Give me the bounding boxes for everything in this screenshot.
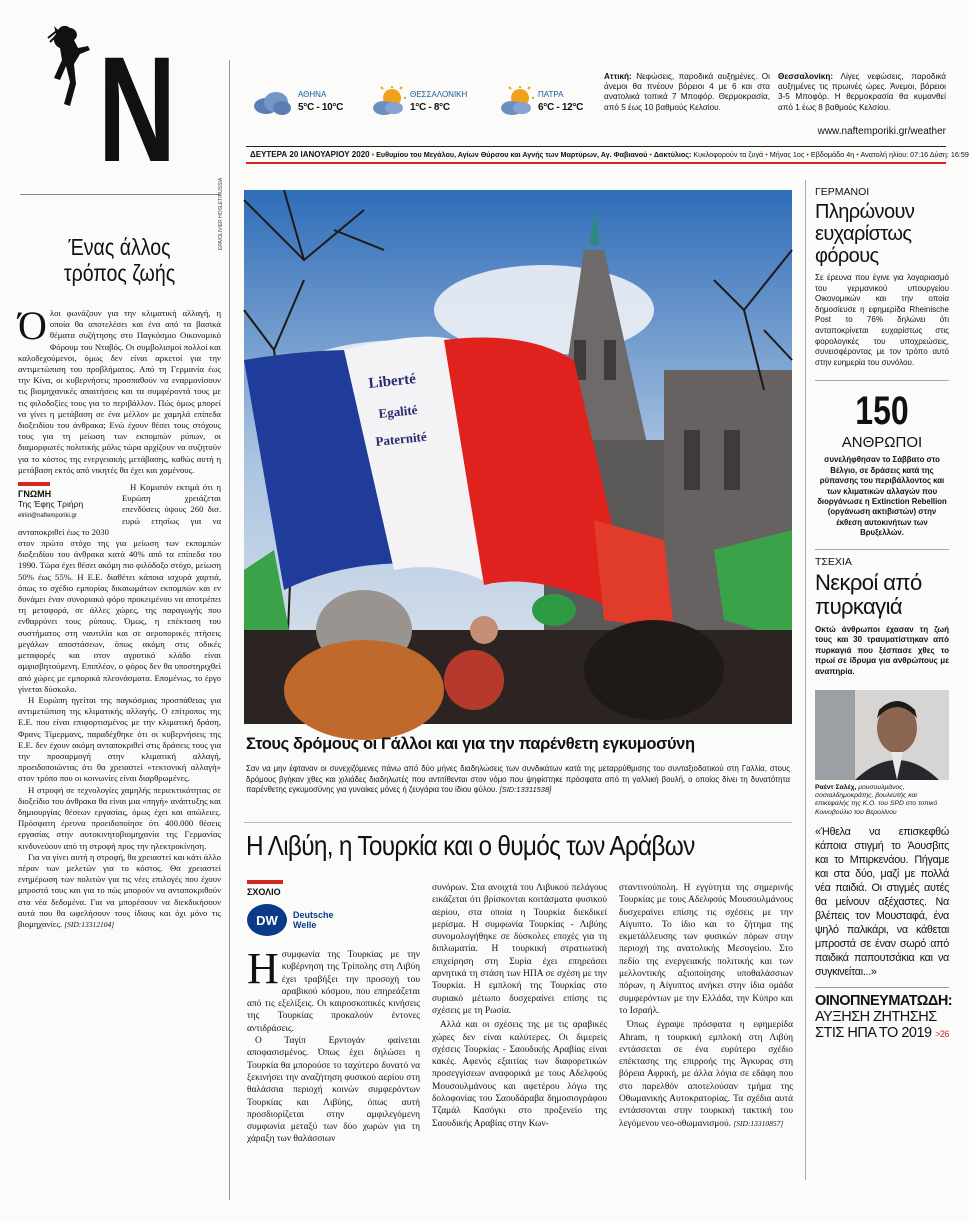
person-quote: «Ήθελα να επισκεφθώ κάποια στιγμή το Άουσβιτς και το Μπιρκενάου. Πήγαμε και στα δύο, μαζί με πολλά νέα παιδιά. Οι στιγμές αυτές θα μείνουν αξέχαστες. Να βλέπεις τον Μουσταφά, ένα ψηλό παλικάρι, να κάθεται μπροστά σε έναν σωρό από παιδικά παπουτσάκια και να συγκινείται...»	[815, 826, 949, 979]
weather-city	[252, 86, 362, 126]
source-name: Deutsche Welle	[293, 910, 334, 930]
city-name: ΘΕΣΣΑΛΟΝΙΚΗ	[410, 90, 468, 99]
news-title: Πληρώνουν ευχαρίστως φόρους	[815, 201, 915, 267]
right-column	[815, 186, 953, 1042]
promo[interactable]	[815, 993, 953, 1042]
news-text: Σε έρευνα που έγινε για λογαριασμό του γερμανικού υπουργείου Οικονομικών και την οποία δημοσίευσε η εφημερίδα Rheinische Post το 76% δηλώνει ότι ανταποκρίνεται ευχαρίστως στις φορολογικές του υποχρεώσεις, συνεισφέροντας με τον τρόπο αυτό στην ευημερία του συνόλου.	[815, 273, 949, 367]
city-name: ΑΘΗΝΑ	[298, 90, 327, 99]
date: ΔΕΥΤΕΡΑ 20 ΙΑΝΟΥΑΡΙΟΥ 2020	[250, 150, 370, 159]
article-para: Όπως έγραψε πρόσφατα η εφημερίδα Ahram, η τουρκική εμπλοκή στη Λιβύη εντάσσεται σε ένα ευρύτερο σχέδιο επέκτασης της επιρροής της Άγκυρας στη βόρεια Αφρική, με άλλα λόγια σε εδάφη που στο παρελθόν αποτελούσαν τμήμα της Οθωμανικής Αυτοκρατορίας. Τα σχέδια αυτά εντάσσονται στην τουρκική τακτική του λεγόμενου νεο-οθωμανισμού. [SID:13310857]	[619, 1020, 793, 1129]
article-para: Ησυμφωνία της Τουρκίας με την κυβέρνηση της Τρίπολης στη Λιβύη έχει τραβήξει την προσοχή του αραβικού κόσμου, που επηρεάζεται από τις εξελίξεις. Οι καιροσκοπικές κινήσεις της Τουρκίας προκαλούν έντονες αντιδράσεις.	[247, 944, 420, 1034]
sid: [SID:13312104]	[64, 919, 115, 929]
opinion-para: Η Κομισιόν εκτιμά ότι η Ευρώπη χρειάζεται επενδύσεις ύψους 260 δισ. ευρώ ετησίως για να ανταποκριθεί έως το 2030	[18, 482, 221, 537]
sun-cloud-icon	[370, 86, 410, 118]
forecast-attica-label: Αττική:	[604, 72, 632, 81]
flag-word: Paternité	[374, 428, 428, 449]
news-tag: ΓΕΡΜΑΝΟΙ	[815, 186, 870, 198]
news-tag: ΤΣΕΧΙΑ	[815, 555, 852, 568]
dw-logo	[247, 903, 420, 937]
photo-credit: EPA/OLIVIER HOSLET/RUSSIA	[218, 177, 224, 250]
person-name: Ραέντ Σαλέχ,	[815, 783, 857, 791]
dropcap: Η	[247, 944, 279, 993]
weather-city	[498, 86, 608, 126]
weather-url[interactable]: www.naftemporiki.gr/weather	[817, 126, 946, 137]
opinion-para: στον πρώτο στόχο της για μείωση των εκπομπών διοξειδίου του άνθρακα κατά 40% από τα επίπεδα του 1990. Τώρα έχει θέσει ακόμη πιο φιλόδοξο στόχο, μείωση 50% έως 55%. Η Ε.Ε. διαθέτει κάποια ισχυρά χαρτιά, όπως το σχέδιο εμπορίας δικαιωμάτων εκπομπών και εν δυνάμει έναν συνοριακό φόρο προκειμένου να αποτρέπει τη μεταφορά, σε άλλες χώρες, της παραγωγής που ενθαρρύνει τους ρύπους. Όμως, η επέκταση του συστήματος στη ναυτιλία και σε αεροπορικές πτήσεις μεγάλων αποστάσεων, όπως ακόμη στις οδικές μεταφορές και στον αγροτικό κλάδο είναι αμφισβητούμενη. Επιπλέον, ο φόρος δεν θα υποστηριχθεί από χώρες με εμπορικά πλεονάσματα. Επομένως, το έργο γίνεται δύσκολο.	[18, 538, 221, 694]
sid: [SID:13311538]	[499, 785, 552, 795]
count-number: 150	[855, 389, 909, 434]
author-email[interactable]: etriiri@naftemporiki.gr	[18, 513, 77, 520]
person-caption: Ραέντ Σαλέχ, μουσουλμάνος, σοσιαλδημοκράτης, βουλευτής και επικεφαλής της Κ.Ο. του SPD στο τοπικό Κοινοβούλιο του Βερολίνου	[815, 783, 938, 816]
caption-text: Σαν να μην έφταναν οι συνεχιζόμενες πάνω από δύο μήνες διαδηλώσεις των συνδικάτων κατά της μεταρρύθμισης του συνταξιοδοτικού στη Γαλλία, στους δρόμους βγήκαν χθες και χιλιάδες διαδηλωτές που αντιτίθενται στον νόμο που ψηφίστηκε πρόσφατα από τη γαλλική βουλή, ο οποίος δίνει τη δυνατότητα παρένθετης εγκυμοσύνης για γυναίκες μόνες ή ζευγάρια του ίδιου φύλου. [SID:13311538]	[246, 764, 790, 795]
flag-word: Liberté	[367, 371, 417, 392]
person-portrait-icon	[815, 690, 949, 780]
city-name: ΠΑΤΡΑ	[538, 90, 564, 99]
flag-word: Egalité	[377, 401, 419, 421]
masthead-logo	[40, 20, 220, 193]
article-para: Αλλά και οι σχέσεις της με τις αραβικές χώρες δεν είναι καλύτερες. Οι διμερείς σχέσεις Τουρκίας - Σαουδικής Αραβίας είναι κακές. Αφενός εξαιτίας των διαφορετικών προσεγγίσεων αναφορικά με τους Αδελφούς Μουσουλμάνους και αφετέρου λόγω της δολοφονίας του Σαουδάραβα δημοσιογράφου Τζαμάλ Κασόγκι στο προξενείο της Σαουδικής Αραβίας στην Κων-	[432, 1020, 607, 1129]
article-headline: Η Λιβύη, η Τουρκία και ο θυμός των Αράβων	[246, 830, 695, 861]
count-label: ΑΝΘΡΩΠΟΙ	[841, 434, 923, 452]
news-title: Νεκροί από πυρκαγιά	[815, 569, 922, 619]
opinion-para: Για να γίνει αυτή η στροφή, θα χρειαστεί και κάτι άλλο πέραν των μελετών για το κόστος. Θα χρειαστεί ενημέρωση των πολιτών για τις νέες επιλογές που έχουν μπροστά τους και για το πώς μπορούν να ανταποκριθούν στα νέα δεδομένα. Για να μπορέσουν να διεκδικήσουν αυτά που θα ωφελήσουν τους ίδιους και όχι μόνο τις βιομηχανίες. [SID:13312104]	[18, 851, 221, 929]
opinion-para: Η στροφή σε τεχνολογίες χαμηλής περιεκτικότητας σε διοξείδιο του άνθρακα θα είναι μια «πηγή» ανάπτυξης και δημιουργίας θέσεων εργασίας, όμως έχει και απώλειες. Πρόσφατη έρευνα προειδοποίησε ότι 400.000 θέσεις εργασίας στην αυτοκινητοβιομηχανία της Γερμανίας κινδυνεύουν από τη στροφή προς την ηλεκτροκίνηση.	[18, 784, 221, 851]
author-box	[18, 482, 116, 519]
saints: Ευθυμίου του Μεγάλου, Αγίων Θύρσου και Αγνής των Μαρτύρων, Αγ. Φαβιανού	[376, 150, 648, 159]
weather-city	[370, 86, 490, 126]
dateline: ΔΕΥΤΕΡΑ 20 ΙΑΝΟΥΑΡΙΟΥ 2020 • Ευθυμίου του Μεγάλου, Αγίων Θύρσου και Αγνής των Μαρτύρων, Αγ. Φαβιανού • Δακτύλιος: Κυκλοφορούν τα ζυγά • Μήνας 1ος • Εβδομάδα 4η • Ανατολή ηλίου: 07:16 Δύση: 16:59	[250, 150, 969, 159]
promo-text: ΑΥΞΗΣΗ ΖΗΤΗΣΗΣ ΣΤΙΣ ΗΠΑ ΤΟ 2019 >26	[815, 1009, 949, 1042]
forecast-thessaloniki-label: Θεσσαλονίκη:	[778, 72, 834, 81]
caption-title: Στους δρόμους οι Γάλλοι και για την παρένθετη εγκυμοσύνη	[246, 735, 695, 753]
sid: [SID:13310857]	[733, 1118, 784, 1128]
forecast-thessaloniki: Θεσσαλονίκη: Λίγες νεφώσεις, παροδικά αυξημένες τις πρωινές ώρες. Άνεμοι, βόρειοι 3-5 Μποφόρ. Η θερμοκρασία θα κυμανθεί από 1 έως 8 βαθμούς Κελσίου.	[778, 72, 946, 112]
opinion-para: Η Ευρώπη ηγείται της παγκόσμιας προσπάθειας για αντιμετώπιση της κλιματικής αλλαγής. Ο επίτροπος της Ε.Ε. που είναι επιφορτισμένος με την κλιματική δράση, Φρανς Τίμερμανς, παραδέχθηκε ότι οι κυβερνήσεις της Ε.Ε. δεν έχουν ακόμη ανταποκριθεί στις δράσεις τους για την προσαρμογή στην κλιματική αλλαγή, προειδοποιώντας ότι θα χρειαστεί «τεκτονική αλλαγή» στον τρόπο που οι κοινωνίες είναι διαρθρωμένες.	[18, 694, 221, 784]
section-label: ΣΧΟΛΙΟ	[247, 887, 281, 897]
protest-photo	[218, 177, 792, 724]
forecast-attica: Αττική: Νεφώσεις, παροδικά αυξημένες. Οι άνεμοι θα πνέουν βόρειοι 4 με 6 και στα ανατολικά τοπικά 7 Μποφόρ. Θερμοκρασία, από 5 έως 10 βαθμούς Κελσίου.	[604, 72, 770, 112]
protest-photo-illustration	[244, 190, 792, 724]
article-para: συνόρων. Στα ανοιχτά του Λιβυκού πελάγους εικάζεται ότι βρίσκονται κοιτάσματα φυσικού αερίου, στα οποία η Τουρκία διεκδικεί μερίσμα. Η συμφωνία Τουρκίας - Λιβύης συνομολογήθηκε σε δύσκολες εποχές για τη διπλωματία. Η τουρκική στρατιωτική επιχείρηση στη Συρία έχει επηρεάσει αρνητικά τη στάση των ΗΠΑ σε σχέση με την Τουρκία. Η εμπλοκή της Τουρκίας στο συριακό μέτωπο δυσχεραίνει επίσης τις σχέσεις με τη Ρωσία.	[432, 883, 607, 1016]
count-text: συνελήφθησαν το Σάββατο στο Βέλγιο, σε δράσεις κατά της ρύπανσης του περιβάλλοντος και των κλιματικών αλλαγών που διοργάνωσε η Extinction Rebellion (οργάνωση ακτιβιστών) στην έκθεση αυτοκινήτων των Βρυξελλών.	[817, 455, 947, 538]
sun-cloud-icon	[498, 86, 538, 118]
opinion-para: Όλοι φωνάζουν για την κλιματική αλλαγή, η οποία θα αποτελέσει και ένα από τα βασικά θέματα συζήτησης στο Παγκόσμιο Οικονομικό Φόρουμ του Νταβός. Οι συμβολισμοί πολλοί και καλοδεχούμενοι, όμως δεν είναι αρκετοί για την αντιμετώπιση του προβλήματος. Από τη Γερμανία έως την Κίνα, οι κυβερνήσεις προσπαθούν να εναρμονίσουν τις βιομηχανικές απαιτήσεις και τα συμφέροντά τους με τις φιλοδοξίες τους για το περιβάλλον. Πώς όμως μπορεί να γίνει η μετάβαση σε ένα μέλλον με χαμηλά επίπεδα διοξειδίου του άνθρακα; Ενώ έχουν θέσει τους στόχους τους για τη μείωση των εκπομπών ρύπων, οι διαμορφωτές πολιτικής μόλις τώρα αρχίζουν να συζητούν για το κόστος της ενεργειακής μετάβασης, καθώς αυτή η μετάβαση εκτός από νικητές θα έχει και χαμένους.	[18, 303, 221, 475]
article-para: Ο Ταγίπ Ερντογάν φαίνεται αποφασισμένος. Όπως έχει δηλώσει η Τουρκία θα μπορούσε το ταχύτερο δυνατό να ξεκινήσει την αναζήτηση φυσικού αερίου στη θαλάσσια περιοχή κοινών συμφερόντων Τουρκίας και Λιβύης, όπως αυτή προσδιορίζεται στην αμφιλεγόμενη συμφωνία μεταξύ των δύο χωρών για τη χάραξη των θαλάσσιων	[247, 1036, 420, 1145]
dw-logo-icon: DW	[247, 904, 287, 936]
article-col-2	[432, 882, 607, 1130]
article-col-1	[247, 880, 420, 1146]
city-temp: 5°C - 10°C	[298, 102, 344, 113]
city-temp: 1°C - 8°C	[410, 102, 450, 113]
opinion-title: Ένας άλλος τρόπος ζωής	[63, 234, 176, 286]
opinion-label: ΓΝΩΜΗ	[18, 489, 52, 500]
hermes-figure-icon	[40, 20, 100, 130]
weather-box	[246, 72, 946, 144]
photo-caption	[246, 735, 790, 796]
promo-page[interactable]: >26	[935, 1029, 949, 1040]
cloud-icon	[252, 90, 292, 116]
promo-title: ΟΙΝΟΠΝΕΥΜΑΤΩΔΗ:	[815, 993, 953, 1010]
person-photo	[815, 690, 949, 780]
article-col-3	[619, 882, 793, 1130]
article-para: σταντινούπολη. Η εγγύτητα της σημερινής Τουρκίας με τους Αδελφούς Μουσουλμάνους δυσχεραίνει επίσης τις σχέσεις με την Αίγυπτο. Το ίδιο και το ζήτημα της εκμετάλλευσης των φυσικών πόρων στην περιοχή της ανατολικής Μεσογείου. Στο πεδίο της ενεργειακής πολιτικής και των μελλοντικής αξιοποίησης υποθαλάσσιων πόρων, η Αίγυπτος ανήκει στην ίδια ομάδα συμφερόντων με την Ελλάδα, την Κύπρο και το Ισραήλ.	[619, 883, 793, 1016]
left-column	[18, 234, 221, 930]
author-name: Της Έφης Τριήρη	[18, 499, 84, 510]
dropcap: Ό	[18, 303, 47, 348]
news-text: Οκτώ άνθρωποι έχασαν τη ζωή τους και 30 τραυματίστηκαν από πυρκαγιά που ξέσπασε χθες το πρωί σε ίδρυμα για ανθρώπους με αναπηρία.	[815, 624, 949, 676]
city-temp: 6°C - 12°C	[538, 102, 584, 113]
masthead-letter: N	[98, 25, 176, 193]
